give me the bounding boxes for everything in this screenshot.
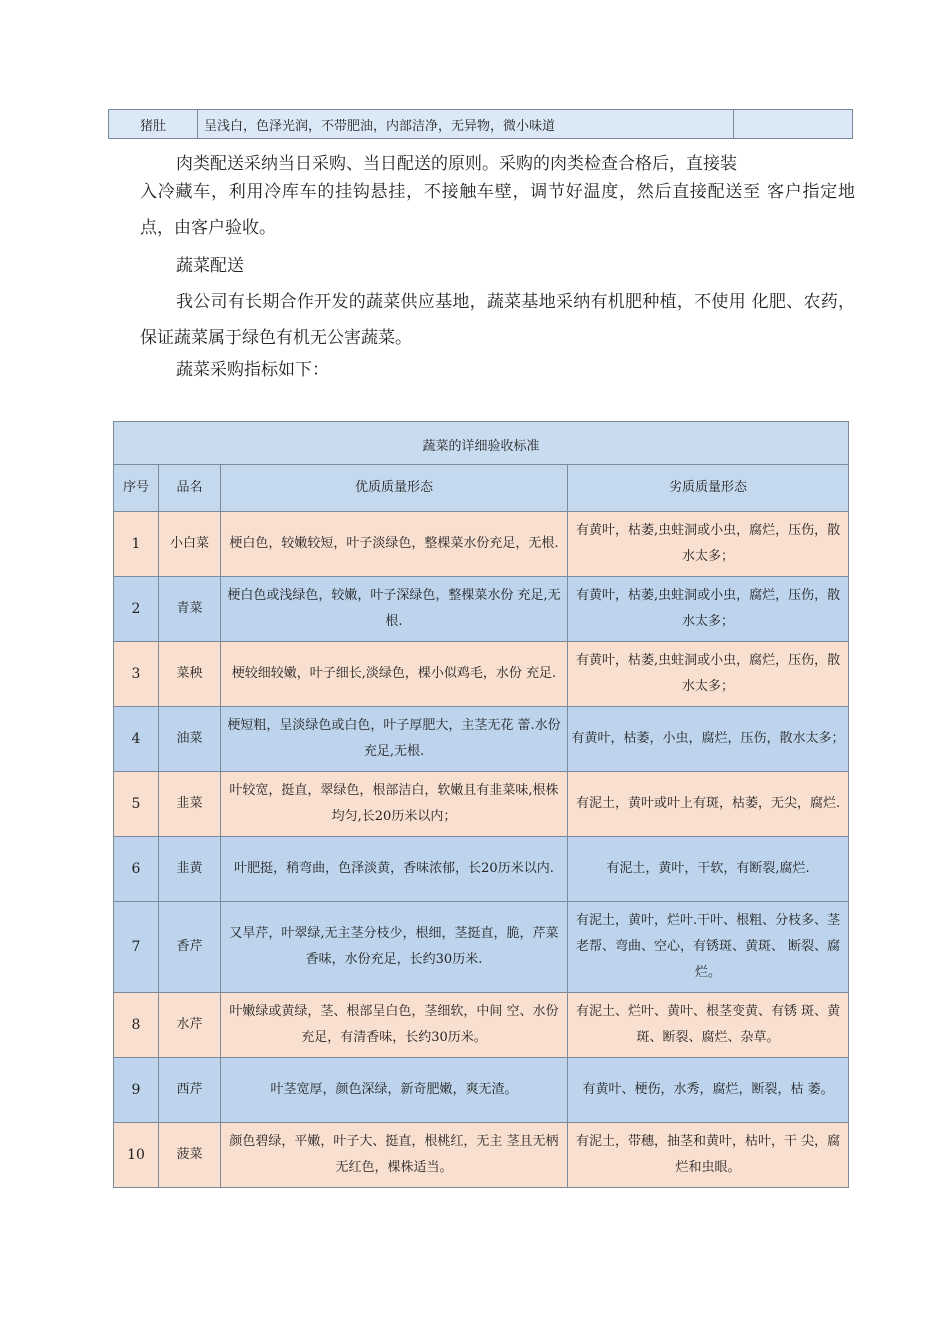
table-row	[114, 1123, 849, 1188]
cell-name: 韭黄	[159, 837, 221, 902]
cell-name: 青菜	[159, 577, 221, 642]
cell-no: 10	[114, 1123, 159, 1188]
paragraph-vegetable-indicators: 蔬菜采购指标如下：	[176, 360, 329, 380]
cell-no: 2	[114, 577, 159, 642]
column-header-name: 品名	[159, 465, 221, 512]
table-header-row	[114, 465, 849, 512]
cell-good: 梗白色或浅绿色，较嫩，叶子深绿色，整棵菜水份 充足,无根.	[221, 577, 568, 642]
table-caption: 蔬菜的详细验收标准	[114, 422, 849, 465]
table-caption-row	[114, 422, 849, 465]
table-row	[114, 772, 849, 837]
table-row	[114, 993, 849, 1058]
cell-good: 梗短粗，呈淡绿色或白色，叶子厚肥大，主茎无花 蕾.水份充足,无根.	[221, 707, 568, 772]
paragraph-meat-delivery-2: 入冷藏车，利用冷库车的挂钩悬挂，不接触车壁，调节好温度，然后直接配送至 客户指定地点，由客户验收。	[140, 182, 855, 238]
cell-bad: 有黄叶、梗伤，水秀，腐烂，断裂，枯 萎。	[568, 1058, 849, 1123]
cell-bad: 有泥土，黄叶，干软，有断裂,腐烂.	[568, 837, 849, 902]
cell-bad: 有黄叶，枯萎,虫蛀洞或小虫，腐烂，压伤，散水太多；	[568, 642, 849, 707]
vegetable-acceptance-table	[113, 421, 849, 1188]
column-header-no: 序号	[114, 465, 159, 512]
cell-good: 颜色碧绿，平嫩，叶子大、挺直，根桃红，无主 茎且无柄无红色，棵株适当。	[221, 1123, 568, 1188]
table-row	[109, 110, 853, 139]
cell-name: 油菜	[159, 707, 221, 772]
column-header-bad: 劣质质量形态	[568, 465, 849, 512]
table-row	[114, 1058, 849, 1123]
cell-name: 小白菜	[159, 512, 221, 577]
table-row	[114, 642, 849, 707]
cell-name: 西芹	[159, 1058, 221, 1123]
cell-good: 叶嫩绿或黄绿，茎、根部呈白色，茎细软，中间 空、水份充足，有清香味，长约30历米。	[221, 993, 568, 1058]
cell-good: 梗白色，较嫩较短，叶子淡绿色，整棵菜水份充足，无根.	[221, 512, 568, 577]
cell-name: 水芹	[159, 993, 221, 1058]
table-row	[114, 707, 849, 772]
table-row	[114, 837, 849, 902]
meat-standard-table-fragment	[108, 109, 853, 139]
cell-name: 韭菜	[159, 772, 221, 837]
section-heading-vegetable-delivery: 蔬菜配送	[176, 256, 244, 276]
paragraph-vegetable-base: 我公司有长期合作开发的蔬菜供应基地，蔬菜基地采纳有机肥种植，不使用 化肥、农药，保证蔬菜属于绿色有机无公害蔬菜。	[140, 292, 855, 348]
cell-bad: 有泥土，黄叶或叶上有斑，枯萎，无尖，腐烂.	[568, 772, 849, 837]
cell-no: 9	[114, 1058, 159, 1123]
cell-bad: 有泥土，黄叶，烂叶.干叶、根粗、分枝多、茎老帮、弯曲、空心，有锈斑、黄斑、 断裂、腐烂。	[568, 902, 849, 993]
cell-good: 又旱芹，叶翠绿,无主茎分枝少，根细，茎挺直，脆，芹菜香味，水份充足，长约30历米.	[221, 902, 568, 993]
table-row	[114, 577, 849, 642]
cell-good: 叶肥挺，稍弯曲，色泽淡黄，香味浓郁，长20历米以内.	[221, 837, 568, 902]
cell-bad: 有黄叶，枯萎,虫蛀洞或小虫，腐烂，压伤，散水太多；	[568, 512, 849, 577]
item-name: 猪肚	[109, 110, 198, 139]
cell-no: 4	[114, 707, 159, 772]
cell-good: 叶较宽，挺直，翠绿色，根部洁白，软嫩且有韭菜味,根株均匀,长20历米以内；	[221, 772, 568, 837]
cell-no: 7	[114, 902, 159, 993]
cell-name: 香芹	[159, 902, 221, 993]
cell-name: 菜秧	[159, 642, 221, 707]
cell-no: 6	[114, 837, 159, 902]
cell-no: 8	[114, 993, 159, 1058]
cell-no: 1	[114, 512, 159, 577]
cell-bad: 有泥土，带穗，抽茎和黄叶，枯叶，干 尖，腐烂和虫眼。	[568, 1123, 849, 1188]
paragraph-meat-delivery-1: 肉类配送采纳当日采购、当日配送的原则。采购的肉类检查合格后，直接装	[176, 154, 737, 174]
column-header-good: 优质质量形态	[221, 465, 568, 512]
cell-good: 叶茎宽厚，颜色深绿，新奇肥嫩，爽无渣。	[221, 1058, 568, 1123]
table-row	[114, 902, 849, 993]
cell-good: 梗较细较嫩，叶子细长,淡绿色，棵小似鸡毛，水份 充足.	[221, 642, 568, 707]
cell-no: 3	[114, 642, 159, 707]
item-description: 呈浅白，色泽光润，不带肥油，内部洁净，无异物，微小味道	[198, 110, 734, 139]
cell-no: 5	[114, 772, 159, 837]
cell-bad: 有黄叶，枯萎，小虫，腐烂，压伤，散水太多；	[568, 707, 849, 772]
cell-name: 菠菜	[159, 1123, 221, 1188]
cell-bad: 有黄叶，枯萎,虫蛀洞或小虫，腐烂，压伤，散水太多；	[568, 577, 849, 642]
table-row	[114, 512, 849, 577]
cell-bad: 有泥土、烂叶、黄叶、根茎变黄、有锈 斑、黄斑、断裂、腐烂、杂草。	[568, 993, 849, 1058]
item-extra	[734, 110, 853, 139]
